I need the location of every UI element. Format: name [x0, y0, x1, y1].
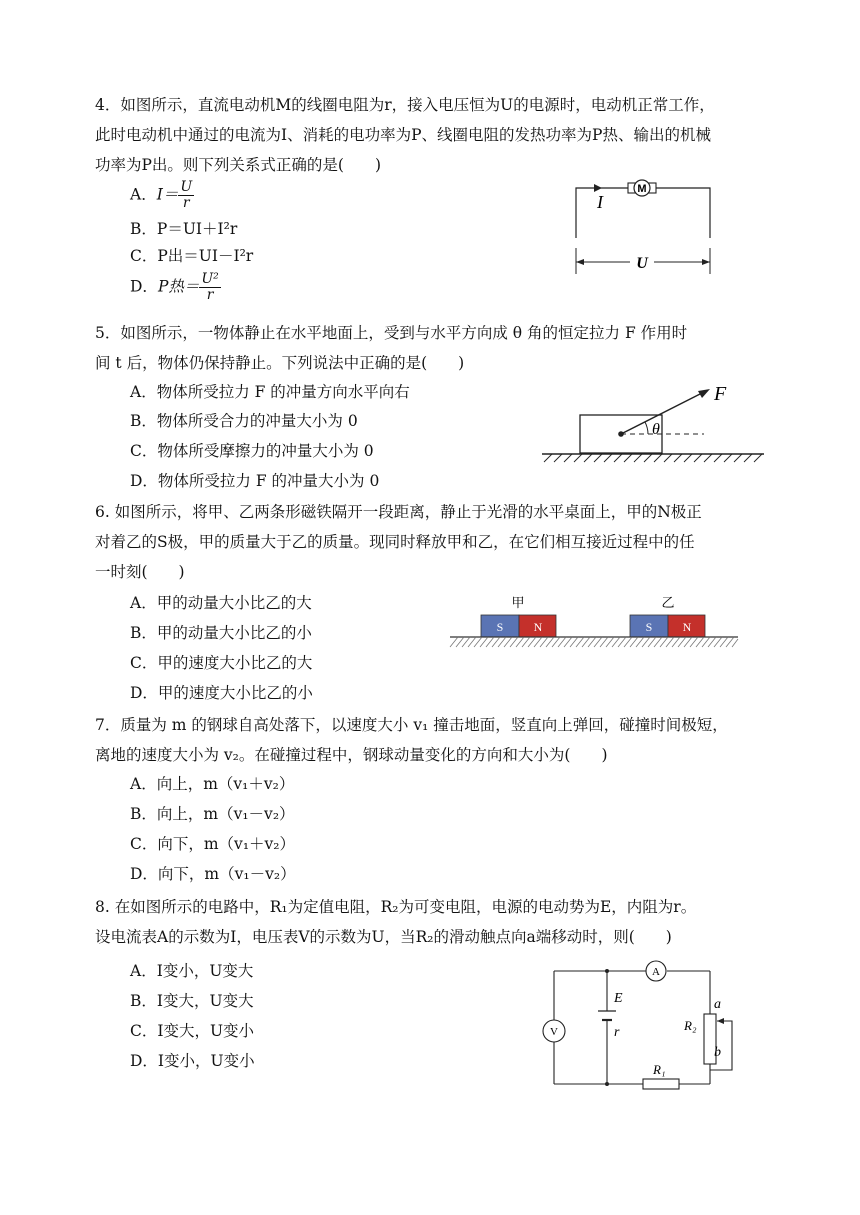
r1-label: R₁ [653, 1062, 666, 1077]
q4-stem-line-1: 4．如图所示，直流电动机M的线圈电阻为r，接入电压恒为U的电源时，电动机正常工作， [95, 96, 715, 114]
fixed-resistor-r1 [643, 1079, 679, 1089]
slider-arrow-icon [717, 1018, 724, 1024]
q8-option-b[interactable]: B．I变大，U变大 [130, 992, 254, 1010]
fraction-denominator: r [182, 195, 190, 211]
motor-circuit-diagram [570, 178, 720, 278]
voltage-label: U [636, 255, 648, 272]
voltmeter-label: V [550, 1026, 558, 1038]
pole-s-label: S [496, 620, 504, 634]
angle-label: θ [652, 421, 660, 438]
q7-option-a[interactable]: A．向上，m（v₁＋v₂） [130, 775, 295, 793]
internal-resistance-label: r [614, 1025, 620, 1040]
q6-stem-line-1: 6. 如图所示，将甲、乙两条形磁铁隔开一段距离，静止于光滑的水平桌面上，甲的N极正 [95, 503, 702, 521]
fraction-numerator: U [180, 179, 193, 195]
q5-option-a[interactable]: A．物体所受拉力 F 的冲量方向水平向右 [130, 383, 410, 401]
emf-label: E [614, 991, 623, 1006]
block-force-diagram [538, 378, 770, 470]
q8-option-d[interactable]: D．I变小，U变小 [130, 1052, 255, 1070]
q6-option-d[interactable]: D．甲的速度大小比乙的小 [130, 684, 313, 702]
current-arrow-icon [594, 184, 602, 192]
q4-option-d[interactable] [130, 272, 221, 303]
q5-option-b[interactable]: B．物体所受合力的冲量大小为 0 [130, 412, 358, 430]
question-4 [95, 90, 775, 180]
magnets-diagram [446, 592, 742, 654]
q8-stem-line-1: 8. 在如图所示的电路中，R₁为定值电阻，R₂为可变电阻，电源的电动势为E，内阻为r。 [95, 898, 697, 916]
q5-option-c[interactable]: C．物体所受摩擦力的冲量大小为 0 [130, 442, 374, 460]
magnet-jia-label: 甲 [511, 596, 525, 611]
q4-option-a-prefix: A． [130, 185, 157, 204]
question-7 [95, 710, 775, 770]
terminal-b-label: b [714, 1045, 721, 1060]
ground-hatch [544, 454, 762, 462]
question-8 [95, 892, 775, 952]
q8-stem-line-2: 设电流表A的示数为I，电压表V的示数为U，当R₂的滑动触点向a端移动时，则( ) [95, 928, 672, 946]
force-label: F [714, 383, 727, 405]
terminal-a-label: a [714, 997, 721, 1012]
table-hatch [450, 637, 738, 647]
arrow-right-icon [702, 259, 710, 265]
question-6 [95, 497, 775, 587]
q7-option-c[interactable]: C．向下，m（v₁＋v₂） [130, 835, 295, 853]
magnet-yi [630, 615, 705, 637]
q6-stem-line-3: 一时刻( ) [95, 563, 185, 581]
q7-option-b[interactable]: B．向上，m（v₁－v₂） [130, 805, 295, 823]
question-5 [95, 318, 775, 378]
fraction-numerator: U² [201, 271, 219, 287]
q5-option-d[interactable]: D．物体所受拉力 F 的冲量大小为 0 [130, 472, 380, 490]
pole-n-label: N [533, 620, 543, 634]
force-arrow-icon [698, 389, 710, 398]
q5-stem-line-2: 间 t 后，物体仍保持静止。下列说法中正确的是( ) [95, 354, 465, 372]
pole-n-label: N [682, 620, 692, 634]
fraction [178, 180, 194, 211]
q7-option-d[interactable]: D．向下，m（v₁－v₂） [130, 865, 296, 883]
arrow-left-icon [576, 259, 584, 265]
q6-stem-line-2: 对着乙的S极，甲的质量大于乙的质量。现同时释放甲和乙，在它们相互接近过程中的任 [95, 533, 695, 551]
fraction-denominator: r [206, 287, 214, 303]
q4-option-b[interactable]: B．P＝UI＋I²r [130, 220, 238, 238]
q8-option-a[interactable]: A．I变小，U变大 [130, 962, 254, 980]
q4-option-c[interactable]: C．P出＝UI－I²r [130, 247, 254, 265]
q4-option-d-prefix: D． [130, 277, 158, 296]
magnet-yi-label: 乙 [661, 596, 675, 611]
fraction [199, 272, 220, 303]
q6-option-a[interactable]: A．甲的动量大小比乙的大 [130, 594, 312, 612]
magnet-jia [481, 615, 556, 637]
q6-option-b[interactable]: B．甲的动量大小比乙的小 [130, 624, 312, 642]
q6-option-c[interactable]: C．甲的速度大小比乙的大 [130, 654, 313, 672]
r2-label: R₂ [684, 1018, 697, 1033]
ammeter-label: A [652, 966, 660, 978]
q7-stem-line-1: 7．质量为 m 的钢球自高处落下，以速度大小 v₁ 撞击地面，竖直向上弹回，碰撞时间极短， [95, 716, 728, 734]
motor-label: M [637, 183, 647, 195]
q8-option-c[interactable]: C．I变大，U变小 [130, 1022, 255, 1040]
q4-option-a[interactable] [130, 180, 194, 211]
q4-option-d-var: P热＝ [157, 277, 200, 296]
circuit-diagram [536, 958, 746, 1098]
current-label: I [597, 192, 603, 212]
q5-stem-line-1: 5．如图所示，一物体静止在水平地面上，受到与水平方向成 θ 角的恒定拉力 F 作用时 [95, 324, 688, 342]
pole-s-label: S [645, 620, 653, 634]
q4-stem-line-3: 功率为P出。则下列关系式正确的是( ) [95, 156, 382, 174]
q4-option-a-var: I＝ [156, 185, 179, 204]
q4-stem-line-2: 此时电动机中通过的电流为I、消耗的电功率为P、线圈电阻的发热功率为P热、输出的机械 [95, 126, 711, 144]
q7-stem-line-2: 离地的速度大小为 v₂。在碰撞过程中，钢球动量变化的方向和大小为( ) [95, 746, 608, 764]
